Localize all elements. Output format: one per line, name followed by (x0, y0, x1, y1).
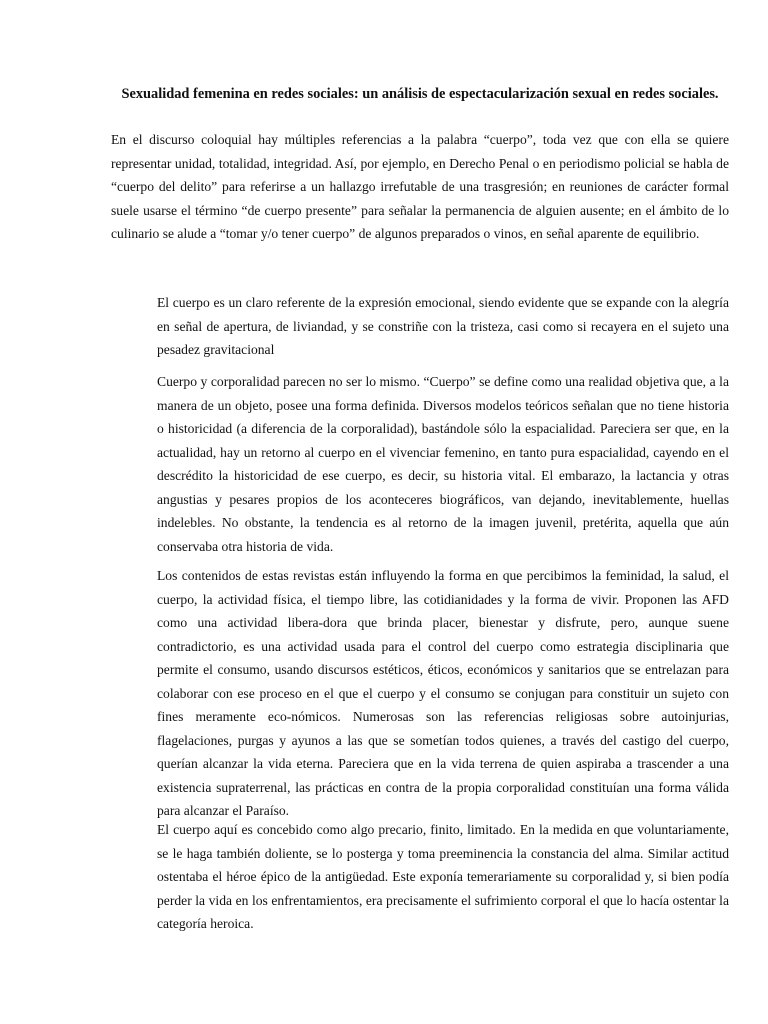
paragraph-body-corporality: Cuerpo y corporalidad parecen no ser lo mismo. “Cuerpo” se define como una realidad objetiva que, a la manera de un objeto, posee una forma definida. Diversos modelos teóricos señalan que no tiene historia o historicidad (a diferencia de la corporalidad), bastándole sólo la espacialidad. Pareciera ser que, en la actualidad, hay un retorno al cuerpo en el vivenciar femenino, en tanto pura espacialidad, cayendo en el descrédito la historicidad de ese cuerpo, es decir, su historia vital. El embarazo, la lactancia y otras angustias y pesares propios de los aconteceres biográficos, van dejando, inevitablemente, huellas indelebles. No obstante, la tendencia es al retorno de la imagen juvenil, pretérita, aquella que aún conservaba otra historia de vida. (157, 374, 729, 554)
document-title: Sexualidad femenina en redes sociales: un análisis de espectacularización sexual en redes sociales. (121, 86, 719, 102)
paragraph-magazine-contents: Los contenidos de estas revistas están influyendo la forma en que percibimos la feminidad, la salud, el cuerpo, la actividad física, el tiempo libre, las cotidianidades y la forma de vivir. Proponen las AFD como una actividad libera-dora que brinda placer, bienestar y disfrute, pero, aunque suene contradictorio, es una actividad usada para el control del cuerpo como estrategia disciplinaria que permite el consumo, usando discursos estéticos, éticos, económicos y sanitarios que se entrelazan para colaborar con ese proceso en el que el cuerpo y el consumo se conjugan para constituir un sujeto con fines meramente eco-nómicos. Numerosas son las referencias religiosas sobre autoinjurias, flagelaciones, purgas y ayunos a las que se sometían todos quienes, a través del castigo del cuerpo, querían alcanzar la vida eterna. Pareciera que en la vida terrena de quien aspiraba a trascender a una existencia supraterrenal, las prácticas en contra de la propia corporalidad constituían una forma válida para alcanzar el Paraíso. (157, 568, 729, 818)
paragraph-body-precarious: El cuerpo aquí es concebido como algo precario, finito, limitado. En la medida en que voluntariamente, se le haga también doliente, se lo posterga y toma preeminencia la constancia del alma. Similar actitud ostentaba el héroe épico de la antigüedad. Este exponía temerariamente su corporalidad y, si bien podía perder la vida en los enfrentamientos, era precisamente el sufrimiento corporal el que lo hacía ostentar la categoría heroica. (157, 822, 729, 931)
paragraph-emotional-expression: El cuerpo es un claro referente de la expresión emocional, siendo evidente que se expande con la alegría en señal de apertura, de liviandad, y se constriñe con la tristeza, casi como si recayera en el sujeto una pesadez gravitacional (157, 295, 729, 357)
paragraph-intro: En el discurso coloquial hay múltiples referencias a la palabra “cuerpo”, toda vez que con ella se quiere representar unidad, totalidad, integridad. Así, por ejemplo, en Derecho Penal o en periodismo policial se habla de “cuerpo del delito” para referirse a un hallazgo irrefutable de una trasgresión; en reuniones de carácter formal suele usarse el término “de cuerpo presente” para señalar la permanencia de alguien ausente; en el ámbito de lo culinario se alude a “tomar y/o tener cuerpo” de algunos preparados o vinos, en señal aparente de equilibrio. (111, 132, 729, 241)
